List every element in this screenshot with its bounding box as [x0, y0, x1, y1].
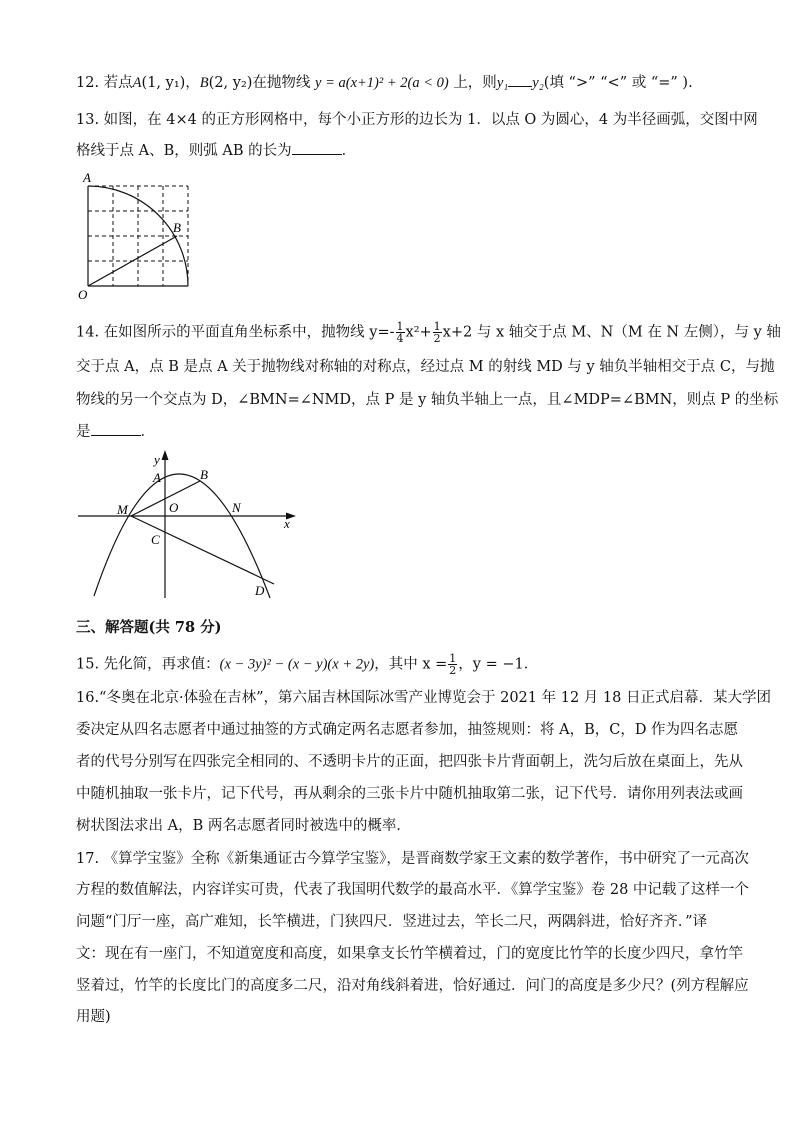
- q15-expression: (x − 3y)² − (x − y)(x + 2y): [219, 656, 375, 673]
- q14-frac-1: [396, 321, 405, 344]
- q16-line-1: 16.“冬奥在北京·体验在吉林”，第六届吉林国际冰雪产业博览会于 2021 年 12 月 18 日正式启幕．某大学团: [76, 690, 771, 706]
- q16-line-4: 中随机抽取一张卡片，记下代号，再从剩余的三张卡片中随机抽取第二张，记下代号．请你用列表法或画: [76, 786, 743, 802]
- parabola: [94, 474, 270, 598]
- label-b: B: [200, 467, 208, 482]
- q14-frac-2: [433, 321, 442, 344]
- label-d: D: [255, 583, 265, 598]
- q12-point-b: B: [199, 75, 209, 91]
- q15-text-c: ，y = −1．: [458, 656, 539, 673]
- q14-frac-1-num: 1: [396, 320, 404, 333]
- q14-frac-1-den: 4: [396, 332, 404, 345]
- ray-md: [131, 516, 274, 584]
- q12-point-a: A: [132, 75, 142, 91]
- q15-frac-den: 2: [449, 664, 457, 677]
- y-axis-arrow: [162, 450, 169, 460]
- q17-line-2: 方程的数值解法，内容详实可贵，代表了我国明代数学的最高水平．《算学宝鉴》卷 28 中记载了这样一个: [76, 882, 749, 898]
- q12-y2: y₂: [532, 75, 544, 91]
- q13-line-1: 13. 如图，在 4×4 的正方形网格中，每个小正方形的边长为 1．以点 O 为圆心，4 为半径画弧，交图中网: [76, 112, 758, 128]
- label-b: B: [173, 220, 181, 235]
- label-n: N: [232, 500, 241, 515]
- question-12: [76, 72, 693, 93]
- segment-ob: [88, 236, 177, 286]
- label-a: A: [83, 170, 91, 185]
- q14-parabola-figure: [74, 448, 304, 603]
- q13-line-2-text: 格线于点 A、B，则弧 AB 的长为: [76, 143, 292, 159]
- q12-y1: y₁: [496, 75, 509, 91]
- q14-line-1: [76, 321, 781, 344]
- label-a: A: [153, 470, 161, 485]
- q14-frac-2-den: 2: [433, 332, 441, 345]
- question-15: [76, 653, 538, 676]
- q15-frac-num: 1: [449, 652, 457, 665]
- q14-line-4: [76, 421, 155, 442]
- q12-answer-blank: [508, 72, 532, 87]
- label-c: C: [151, 532, 160, 547]
- q14-line-1-c: x+2 与 x 轴交于点 M、N（M 在 N 左侧），与 y 轴: [442, 324, 781, 341]
- q12-number: 12.: [76, 75, 100, 91]
- q17-line-4: 文：现在有一座门，不知道宽度和高度，如果拿支长竹竿横着过，门的宽度比竹竿的长度少四尺，拿竹竿: [76, 946, 743, 962]
- q14-line-1-a: 14. 在如图所示的平面直角坐标系中，抛物线 y=-: [76, 324, 395, 341]
- q14-line-1-b: x²+: [405, 324, 432, 341]
- q17-line-1: 17. 《算学宝鉴》全称《新集通证古今算学宝鉴》，是晋商数学家王文素的数学著作，书中研究了一元高次: [76, 851, 749, 867]
- q14-line-3: 物线的另一个交点为 D，∠BMN=∠NMD，点 P 是 y 轴负半轴上一点，且∠MDP=∠BMN，则点 P 的坐标: [76, 392, 779, 408]
- q12-text-a: 若点: [103, 75, 133, 91]
- q12-text-c: (填 “>” “<” 或 “=” ).: [543, 75, 693, 91]
- q15-frac: [448, 653, 457, 676]
- q15-text-a: 15. 先化简，再求值：: [76, 656, 220, 673]
- label-y: y: [154, 452, 160, 467]
- q14-line-4-end: ．: [140, 424, 155, 440]
- q13-answer-blank: [292, 140, 342, 155]
- label-x: x: [284, 516, 290, 531]
- q16-line-2: 委决定从四名志愿者中通过抽签的方式确定两名志愿者参加，抽签规则：将 A，B，C，D 作为四名志愿: [76, 722, 739, 738]
- q17-line-6: 用题): [76, 1009, 111, 1025]
- q13-line-2-end: ．: [341, 143, 357, 159]
- label-o: O: [78, 287, 88, 302]
- label-m: M: [117, 502, 128, 517]
- q16-line-5: 树状图法求出 A，B 两名志愿者同时被选中的概率．: [76, 818, 411, 834]
- q13-line-2: [76, 140, 356, 161]
- q14-frac-2-num: 1: [433, 320, 441, 333]
- q13-grid-figure: [74, 170, 204, 302]
- section-3-title: 三、解答题(共 78 分): [76, 619, 222, 636]
- q12-text-b: 上，则: [453, 75, 497, 91]
- q12-a-coords: (1, y₁)，: [141, 75, 200, 91]
- grid-lines: [88, 186, 188, 286]
- q17-line-5: 竖着过，竹竿的长度比门的高度多二尺，沿对角线斜着进，恰好通过．问门的高度是多少尺？(列方程解应: [76, 978, 749, 994]
- q17-line-3: 问题“门厅一座，高广难知，长竿横进，门狭四尺．竖进过去，竿长二尺，两隅斜进，恰好齐齐．”译: [76, 914, 708, 930]
- label-o: O: [169, 500, 179, 515]
- q12-b-coords: (2, y₂)在抛物线: [208, 75, 311, 91]
- q14-line-2: 交于点 A，点 B 是点 A 关于抛物线对称轴的对称点，经过点 M 的射线 MD 与 y 轴负半轴相交于点 C，与抛: [76, 359, 775, 375]
- q14-answer-blank: [91, 421, 141, 436]
- q12-equation: y = a(x+1)² + 2(a < 0): [315, 75, 449, 91]
- q15-text-b: ，其中 x =: [374, 656, 448, 673]
- q16-line-3: 者的代号分别写在四张完全相同的、不透明卡片的正面，把四张卡片背面朝上，洗匀后放在桌面上，先从: [76, 754, 743, 770]
- q14-line-4-text: 是: [76, 424, 91, 440]
